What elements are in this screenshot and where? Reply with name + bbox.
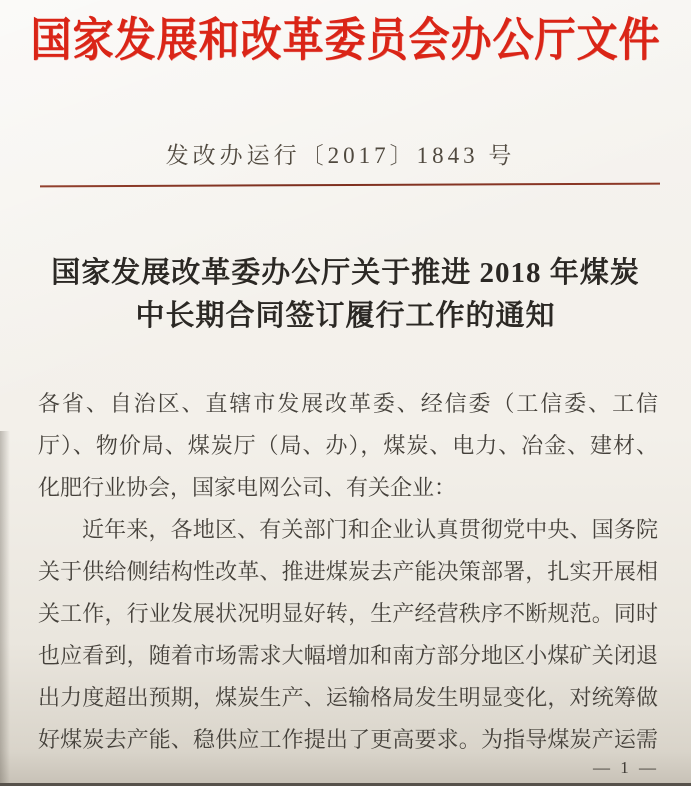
paragraph-line-5: 出力度超出预期，煤炭生产、运输格局发生明显变化，对统筹做 <box>38 685 658 710</box>
paragraph-line-2: 关于供给侧结构性改革、推进煤炭去产能决策部署，扎实开展相 <box>38 559 658 584</box>
letterhead-divider-rule <box>40 183 660 188</box>
paragraph-line-4: 也应看到，随着市场需求大幅增加和南方部分地区小煤矿关闭退 <box>38 643 658 668</box>
paragraph-line-6: 好煤炭去产能、稳供应工作提出了更高要求。为指导煤炭产运需 <box>38 727 658 752</box>
addressee-line-3: 化肥行业协会，国家电网公司、有关企业： <box>38 475 457 500</box>
document-body <box>38 383 658 761</box>
addressee-line-1: 各省、自治区、直辖市发展改革委、经信委（工信委、工信 <box>38 391 658 416</box>
document-title-line2: 中长期合同签订履行工作的通知 <box>135 300 556 332</box>
document-title <box>30 252 661 338</box>
document-number: 发改办运行〔2017〕1843 号 <box>165 143 516 168</box>
document-title-line1: 国家发展改革委办公厅关于推进 2018 年煤炭 <box>51 257 640 289</box>
paragraph-line-3: 关工作，行业发展状况明显好转，生产经营秩序不断规范。同时 <box>38 601 658 626</box>
paragraph-line-1: 近年来，各地区、有关部门和企业认真贯彻党中央、国务院 <box>82 517 658 542</box>
agency-letterhead-title: 国家发展和改革委员会办公厅文件 <box>30 14 661 66</box>
page-number: — 1 — <box>593 758 659 777</box>
addressee-line-2: 厅）、物价局、煤炭厅（局、办），煤炭、电力、冶金、建材、 <box>38 433 658 458</box>
